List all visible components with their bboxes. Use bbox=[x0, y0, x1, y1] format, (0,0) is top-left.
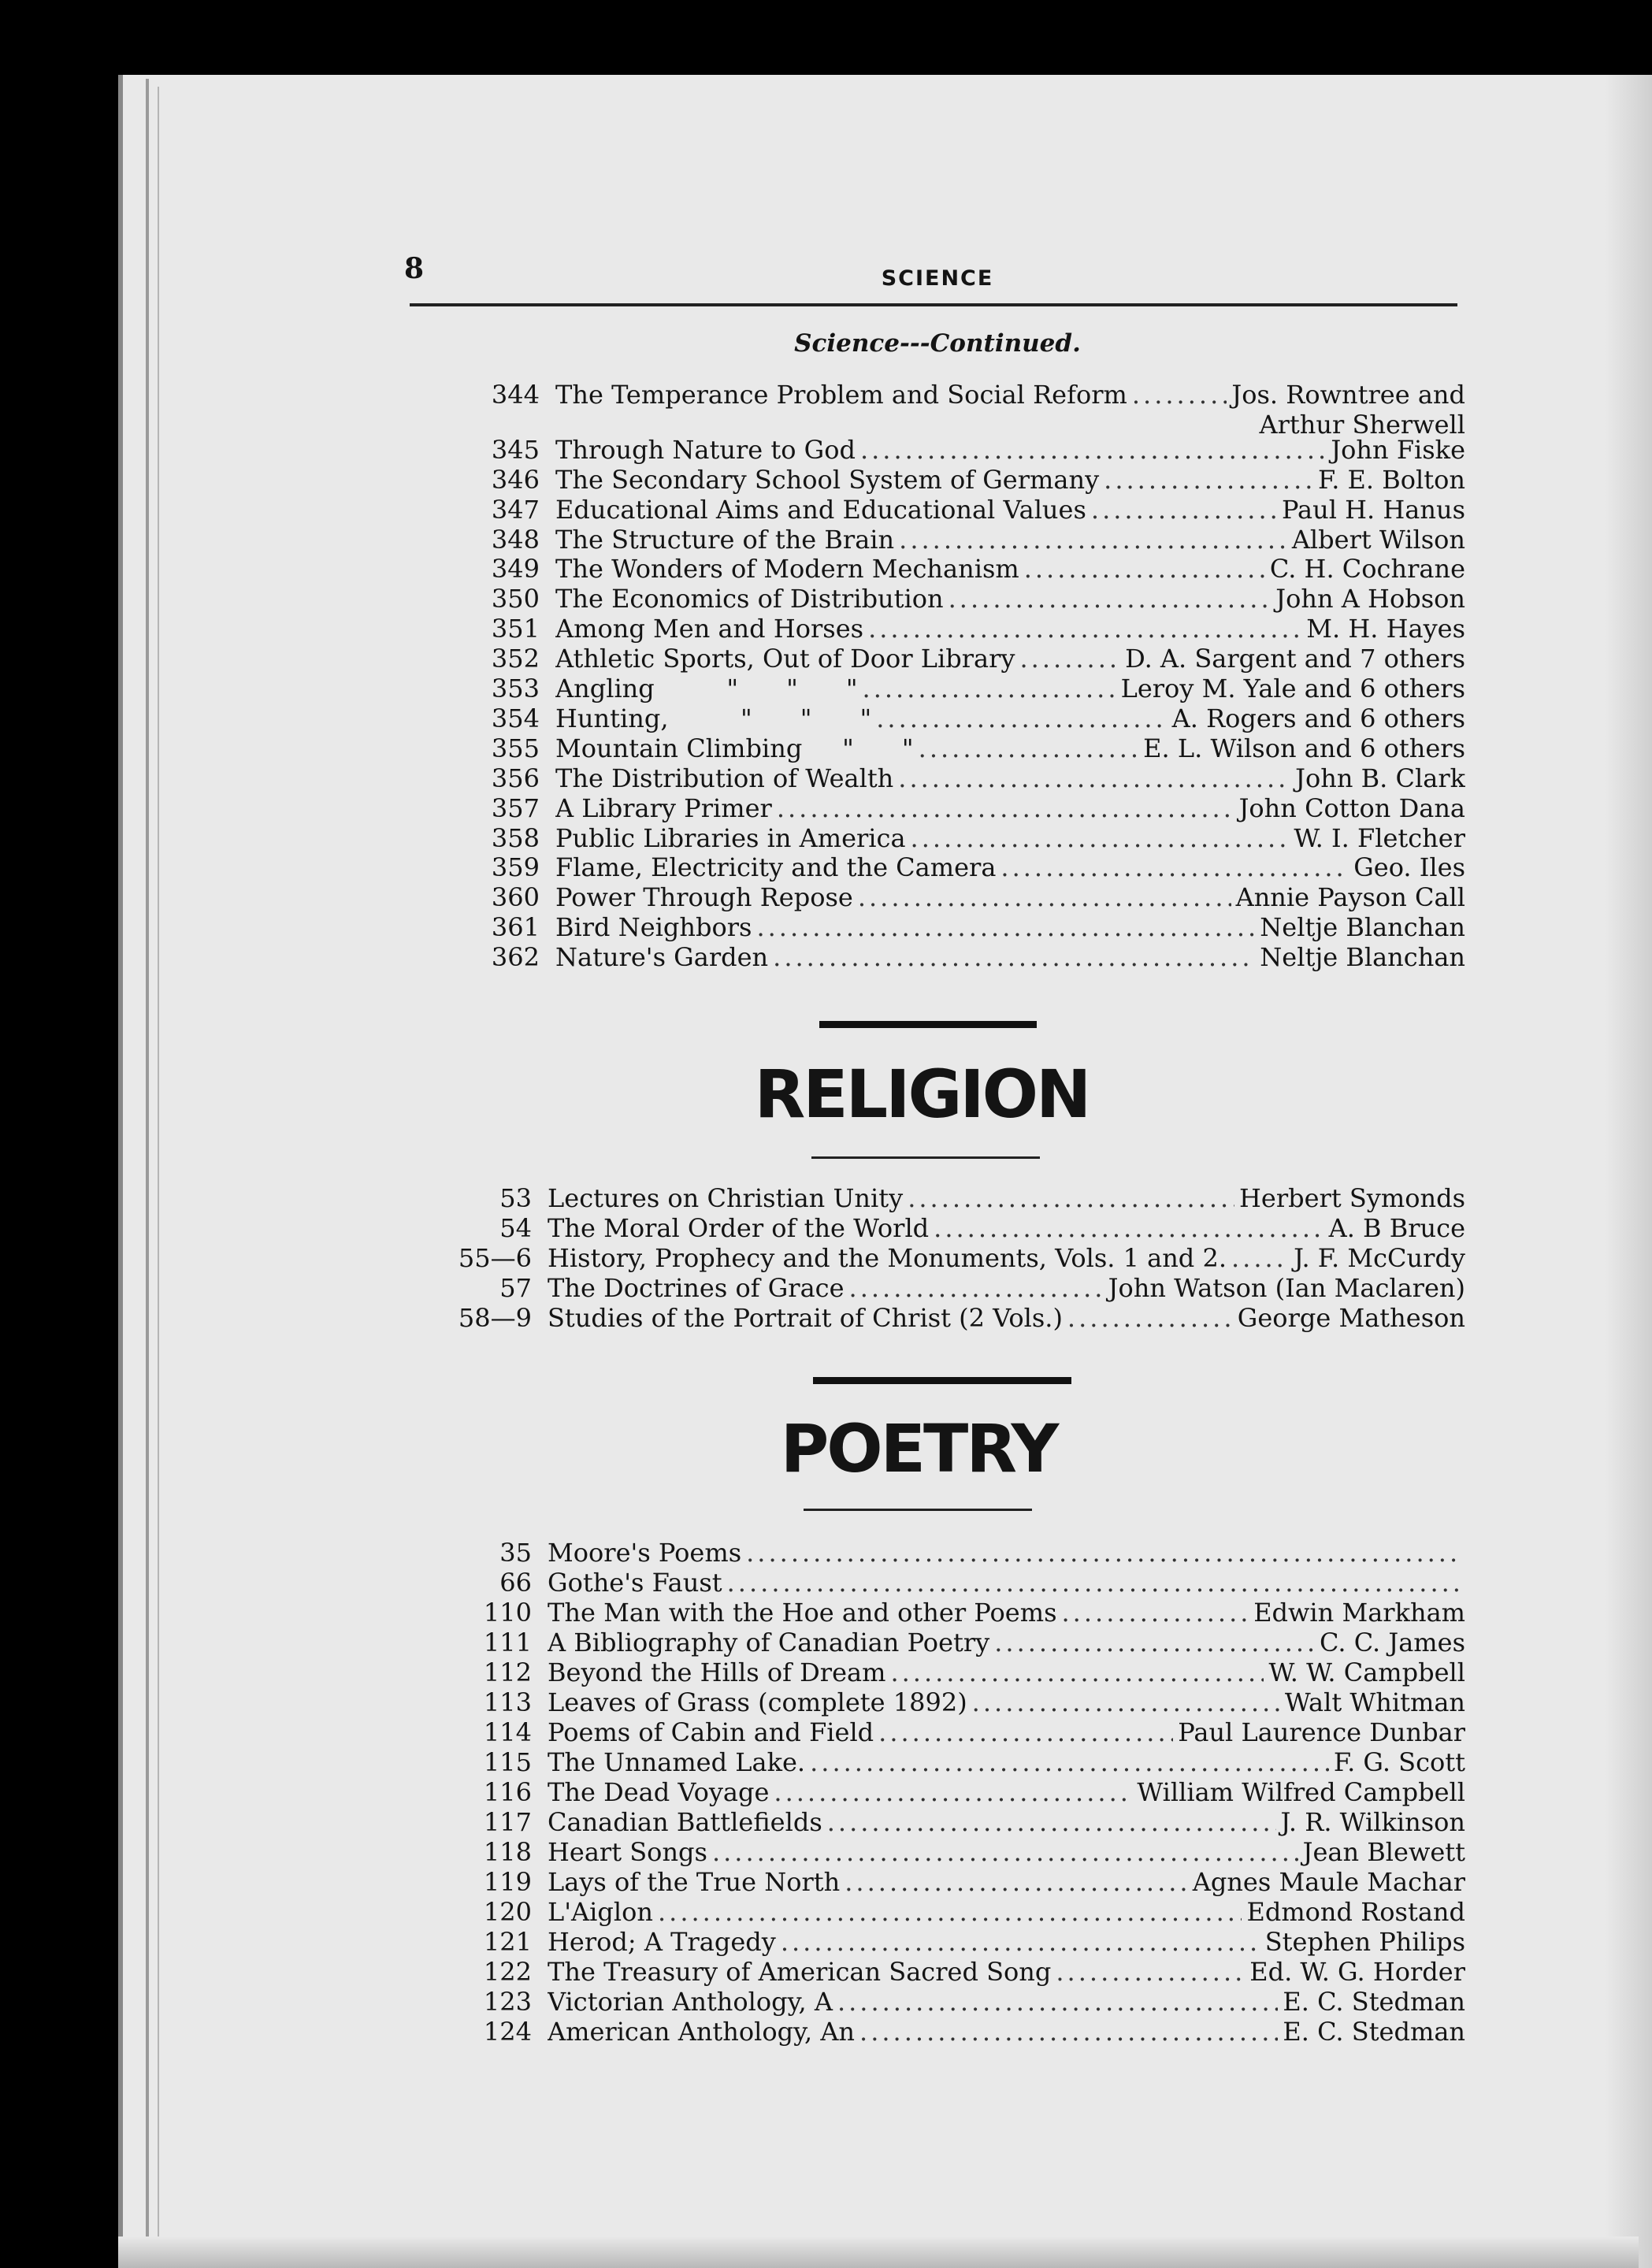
entry-author: Albert Wilson bbox=[1291, 524, 1465, 555]
catalog-entry bbox=[425, 1687, 1465, 1720]
catalog-entry bbox=[425, 1987, 1465, 2020]
entry-author: John A Hobson bbox=[1275, 584, 1465, 614]
entry-author: D. A. Sargent and 7 others bbox=[1125, 644, 1465, 674]
entry-number: 349 bbox=[491, 554, 540, 585]
dot-leader bbox=[849, 1273, 1104, 1303]
dot-leader bbox=[658, 1897, 1242, 1927]
entry-author: Annie Payson Call bbox=[1235, 882, 1465, 913]
entry-author: C. H. Cochrane bbox=[1269, 554, 1465, 585]
catalog-entry bbox=[425, 1628, 1465, 1661]
entry-title: Herod; A Tragedy bbox=[548, 1927, 776, 1957]
entry-number: 345 bbox=[491, 434, 540, 465]
entry-author: W. W. Campbell bbox=[1268, 1657, 1465, 1687]
entry-number: 54 bbox=[499, 1213, 532, 1243]
catalog-entry bbox=[425, 1957, 1465, 1990]
entry-title: Studies of the Portrait of Christ (2 Vols.) bbox=[548, 1303, 1063, 1333]
dot-leader bbox=[746, 1538, 1461, 1568]
entry-number: 355 bbox=[491, 733, 540, 763]
entry-title: Through Nature to God bbox=[555, 434, 856, 465]
catalog-entry bbox=[425, 1183, 1465, 1216]
entry-title: Lays of the True North bbox=[548, 1867, 841, 1897]
entry-title: L'Aiglon bbox=[548, 1897, 653, 1927]
dot-leader bbox=[1132, 380, 1227, 410]
dot-leader bbox=[1231, 1243, 1289, 1273]
entry-title: The Treasury of American Sacred Song bbox=[548, 1957, 1052, 1987]
continued-label: Science---Continued. bbox=[794, 329, 1081, 358]
entry-number: 53 bbox=[499, 1183, 532, 1213]
entry-title: Nature's Garden bbox=[555, 942, 769, 973]
entry-number: 115 bbox=[483, 1747, 532, 1777]
entry-author: Neltje Blanchan bbox=[1260, 942, 1465, 973]
entry-number: 350 bbox=[491, 584, 540, 614]
catalog-entry bbox=[425, 1837, 1465, 1870]
dot-leader bbox=[1020, 644, 1121, 674]
catalog-entry bbox=[441, 912, 1465, 945]
dot-leader bbox=[911, 823, 1290, 853]
section-divider-thick bbox=[813, 1377, 1071, 1384]
entry-author: C. C. James bbox=[1320, 1628, 1465, 1657]
catalog-entry bbox=[441, 942, 1465, 975]
entry-title: Athletic Sports, Out of Door Library bbox=[555, 644, 1015, 674]
entry-title: Victorian Anthology, A bbox=[548, 1987, 833, 2017]
dot-leader bbox=[868, 614, 1301, 644]
entry-title: Poems of Cabin and Field bbox=[548, 1717, 874, 1747]
dot-leader bbox=[908, 1183, 1234, 1213]
catalog-entry bbox=[425, 1568, 1465, 1601]
entry-author: J. R. Wilkinson bbox=[1280, 1807, 1465, 1837]
entry-number: 123 bbox=[483, 1987, 532, 2017]
entry-title: The Wonders of Modern Mechanism bbox=[555, 554, 1019, 585]
entry-title: Gothe's Faust bbox=[548, 1568, 722, 1598]
dot-leader bbox=[727, 1568, 1461, 1598]
entry-number: 346 bbox=[491, 464, 540, 495]
dot-leader bbox=[1024, 554, 1265, 584]
dot-leader bbox=[773, 942, 1255, 972]
entry-number: 353 bbox=[491, 674, 540, 703]
entry-number: 57 bbox=[499, 1273, 532, 1303]
entry-title: American Anthology, An bbox=[548, 2017, 856, 2047]
catalog-entry bbox=[425, 1867, 1465, 1900]
entry-number: 348 bbox=[491, 524, 540, 555]
entry-number: 362 bbox=[491, 942, 540, 973]
entry-title: The Economics of Distribution bbox=[555, 584, 944, 614]
entry-title: Mountain Climbing " " bbox=[555, 733, 914, 763]
entry-title: Canadian Battlefields bbox=[548, 1807, 822, 1837]
entry-title: Angling " " " bbox=[555, 674, 858, 703]
section-divider-thick bbox=[819, 1021, 1037, 1028]
page-number: 8 bbox=[404, 252, 425, 285]
entry-author: John Watson (Ian Maclaren) bbox=[1108, 1273, 1465, 1303]
catalog-entry bbox=[425, 1243, 1465, 1276]
catalog-entry bbox=[441, 525, 1465, 558]
entry-author: Paul Laurence Dunbar bbox=[1178, 1717, 1465, 1747]
dot-leader bbox=[845, 1867, 1187, 1897]
dot-leader bbox=[878, 1717, 1173, 1747]
entry-author: Leroy M. Yale and 6 others bbox=[1120, 674, 1465, 703]
section-divider-thin bbox=[804, 1509, 1032, 1511]
entry-title: The Doctrines of Grace bbox=[548, 1273, 845, 1303]
entry-number: 66 bbox=[499, 1568, 532, 1598]
catalog-entry bbox=[425, 1213, 1465, 1246]
catalog-entry bbox=[441, 495, 1465, 528]
entry-author: William Wilfred Campbell bbox=[1137, 1777, 1465, 1807]
entry-author: Ed. W. G. Horder bbox=[1249, 1957, 1465, 1987]
dot-leader bbox=[863, 674, 1116, 703]
entry-number: 357 bbox=[491, 793, 540, 823]
catalog-entry bbox=[441, 584, 1465, 617]
entry-number: 112 bbox=[483, 1657, 532, 1687]
entry-title: The Man with the Hoe and other Poems bbox=[548, 1598, 1057, 1628]
entry-title: A Library Primer bbox=[555, 793, 772, 823]
entry-author: George Matheson bbox=[1237, 1303, 1465, 1333]
dot-leader bbox=[919, 733, 1139, 763]
catalog-entry bbox=[441, 763, 1465, 796]
entry-author: Jos. Rowntree and bbox=[1231, 380, 1465, 410]
entry-title: The Moral Order of the World bbox=[548, 1213, 930, 1243]
entry-title: A Bibliography of Canadian Poetry bbox=[548, 1628, 990, 1657]
entry-author: Jean Blewett bbox=[1302, 1837, 1465, 1867]
entry-title: Beyond the Hills of Dream bbox=[548, 1657, 886, 1687]
entry-title: The Secondary School System of Germany bbox=[555, 464, 1100, 495]
entry-title: History, Prophecy and the Monuments, Vols. 1 and 2. bbox=[548, 1243, 1227, 1273]
catalog-entry bbox=[425, 1273, 1465, 1306]
entry-number: 344 bbox=[491, 380, 540, 410]
entry-number: 347 bbox=[491, 494, 540, 525]
entry-title: Lectures on Christian Unity bbox=[548, 1183, 904, 1213]
catalog-entry bbox=[441, 380, 1465, 413]
entry-title: Leaves of Grass (complete 1892) bbox=[548, 1687, 967, 1717]
entry-author: E. C. Stedman bbox=[1283, 2017, 1465, 2047]
catalog-entry bbox=[425, 1807, 1465, 1840]
entry-number: 119 bbox=[483, 1867, 532, 1897]
catalog-entry bbox=[425, 1598, 1465, 1631]
page-shadow bbox=[118, 2236, 1639, 2268]
dot-leader bbox=[837, 1987, 1278, 2017]
entry-number: 356 bbox=[491, 763, 540, 793]
entry-author: John Fiske bbox=[1331, 434, 1465, 465]
entry-number: 110 bbox=[483, 1598, 532, 1628]
entry-number: 116 bbox=[483, 1777, 532, 1807]
entry-author: Edmond Rostand bbox=[1246, 1897, 1465, 1927]
dot-leader bbox=[810, 1747, 1329, 1777]
page-edge bbox=[158, 87, 159, 2245]
entry-title: The Temperance Problem and Social Reform bbox=[555, 380, 1127, 410]
religion-heading: RELIGION bbox=[754, 1056, 1090, 1133]
dot-leader bbox=[858, 882, 1231, 912]
catalog-entry bbox=[441, 823, 1465, 856]
dot-leader bbox=[876, 703, 1167, 733]
dot-leader bbox=[781, 1927, 1260, 1957]
dot-leader bbox=[860, 435, 1326, 465]
catalog-entry bbox=[425, 1927, 1465, 1960]
dot-leader bbox=[712, 1837, 1298, 1867]
entry-number: 351 bbox=[491, 614, 540, 644]
dot-leader bbox=[949, 584, 1271, 614]
entry-number: 114 bbox=[483, 1717, 532, 1747]
dot-leader bbox=[1104, 465, 1313, 495]
entry-author: J. F. McCurdy bbox=[1294, 1243, 1465, 1273]
entry-number: 55—6 bbox=[458, 1243, 532, 1273]
dot-leader bbox=[890, 1657, 1264, 1687]
entry-author: Herbert Symonds bbox=[1238, 1183, 1465, 1213]
dot-leader bbox=[899, 525, 1287, 555]
entry-number: 122 bbox=[483, 1957, 532, 1987]
entry-number: 360 bbox=[491, 882, 540, 913]
header-rule bbox=[410, 303, 1457, 306]
page-edge bbox=[146, 79, 149, 2253]
catalog-entry bbox=[425, 1897, 1465, 1930]
catalog-entry bbox=[425, 2017, 1465, 2050]
running-head: SCIENCE bbox=[881, 266, 994, 291]
entry-number: 354 bbox=[491, 703, 540, 733]
catalog-entry bbox=[425, 1657, 1465, 1691]
entry-title: The Dead Voyage bbox=[548, 1777, 770, 1807]
dot-leader bbox=[774, 1777, 1132, 1807]
dot-leader bbox=[1000, 852, 1349, 882]
catalog-entry bbox=[441, 882, 1465, 915]
entry-number: 358 bbox=[491, 822, 540, 853]
entry-number: 111 bbox=[483, 1628, 532, 1657]
entry-number: 121 bbox=[483, 1927, 532, 1957]
entry-author: John Cotton Dana bbox=[1238, 793, 1465, 823]
dot-leader bbox=[777, 793, 1234, 823]
dot-leader bbox=[859, 2017, 1278, 2047]
entry-number: 113 bbox=[483, 1687, 532, 1717]
entry-title: Power Through Repose bbox=[555, 882, 853, 913]
entry-author: Agnes Maule Machar bbox=[1192, 1867, 1465, 1897]
dot-leader bbox=[1062, 1598, 1249, 1628]
catalog-entry bbox=[441, 465, 1465, 498]
entry-title: Educational Aims and Educational Values bbox=[555, 494, 1086, 525]
catalog-entry bbox=[425, 1747, 1465, 1780]
catalog-entry bbox=[441, 733, 1465, 767]
entry-title: Public Libraries in America bbox=[555, 822, 906, 853]
entry-title: The Unnamed Lake. bbox=[548, 1747, 806, 1777]
entry-author: Neltje Blanchan bbox=[1260, 912, 1465, 943]
entry-author: E. L. Wilson and 6 others bbox=[1143, 733, 1465, 763]
dot-leader bbox=[972, 1687, 1280, 1717]
dot-leader bbox=[827, 1807, 1276, 1837]
entry-title: The Distribution of Wealth bbox=[555, 763, 894, 793]
dot-leader bbox=[898, 763, 1290, 793]
catalog-entry bbox=[441, 614, 1465, 647]
dot-leader bbox=[934, 1213, 1323, 1243]
entry-author: Stephen Philips bbox=[1264, 1927, 1465, 1957]
entry-number: 35 bbox=[499, 1538, 532, 1568]
dot-leader bbox=[994, 1628, 1315, 1657]
entry-author: F. E. Bolton bbox=[1317, 464, 1465, 495]
catalog-entry bbox=[441, 793, 1465, 826]
entry-author: M. H. Hayes bbox=[1306, 614, 1465, 644]
entry-title: Hunting, " " " bbox=[555, 703, 872, 733]
entry-number: 124 bbox=[483, 2017, 532, 2047]
entry-number: 359 bbox=[491, 852, 540, 883]
entry-author: A. B Bruce bbox=[1328, 1213, 1465, 1243]
catalog-entry bbox=[441, 554, 1465, 587]
entry-author: Edwin Markham bbox=[1253, 1598, 1465, 1628]
dot-leader bbox=[1091, 495, 1277, 525]
catalog-entry bbox=[425, 1777, 1465, 1810]
dot-leader bbox=[1056, 1957, 1245, 1987]
entry-author: W. I. Fletcher bbox=[1294, 822, 1465, 853]
entry-title: Moore's Poems bbox=[548, 1538, 742, 1568]
catalog-entry bbox=[441, 703, 1465, 737]
entry-author: John B. Clark bbox=[1295, 763, 1465, 793]
entry-number: 117 bbox=[483, 1807, 532, 1837]
entry-author: Paul H. Hanus bbox=[1281, 494, 1465, 525]
entry-author-continued: Arthur Sherwell bbox=[1259, 409, 1465, 440]
catalog-entry bbox=[425, 1717, 1465, 1750]
entry-author: Walt Whitman bbox=[1284, 1687, 1465, 1717]
entry-author: A. Rogers and 6 others bbox=[1171, 703, 1465, 733]
entry-title: The Structure of the Brain bbox=[555, 524, 895, 555]
page-shadow bbox=[1605, 75, 1652, 2268]
entry-number: 120 bbox=[483, 1897, 532, 1927]
dot-leader bbox=[756, 912, 1255, 942]
entry-title: Bird Neighbors bbox=[555, 912, 752, 943]
entry-title: Among Men and Horses bbox=[555, 614, 864, 644]
catalog-entry bbox=[425, 1303, 1465, 1336]
entry-author: E. C. Stedman bbox=[1283, 1987, 1465, 2017]
entry-title: Flame, Electricity and the Camera bbox=[555, 852, 997, 883]
entry-number: 352 bbox=[491, 644, 540, 674]
entry-number: 361 bbox=[491, 912, 540, 943]
catalog-entry bbox=[441, 852, 1465, 885]
dot-leader bbox=[1067, 1303, 1233, 1333]
entry-title: Heart Songs bbox=[548, 1837, 707, 1867]
section-divider-thin bbox=[811, 1156, 1040, 1159]
entry-author: Geo. Iles bbox=[1353, 852, 1465, 883]
catalog-entry bbox=[441, 674, 1465, 707]
catalog-entry bbox=[425, 1538, 1465, 1571]
entry-number: 118 bbox=[483, 1837, 532, 1867]
entry-author: F. G. Scott bbox=[1333, 1747, 1465, 1777]
poetry-heading: POETRY bbox=[780, 1410, 1057, 1487]
entry-number: 58—9 bbox=[458, 1303, 532, 1333]
catalog-entry bbox=[441, 435, 1465, 468]
catalog-entry bbox=[441, 644, 1465, 677]
